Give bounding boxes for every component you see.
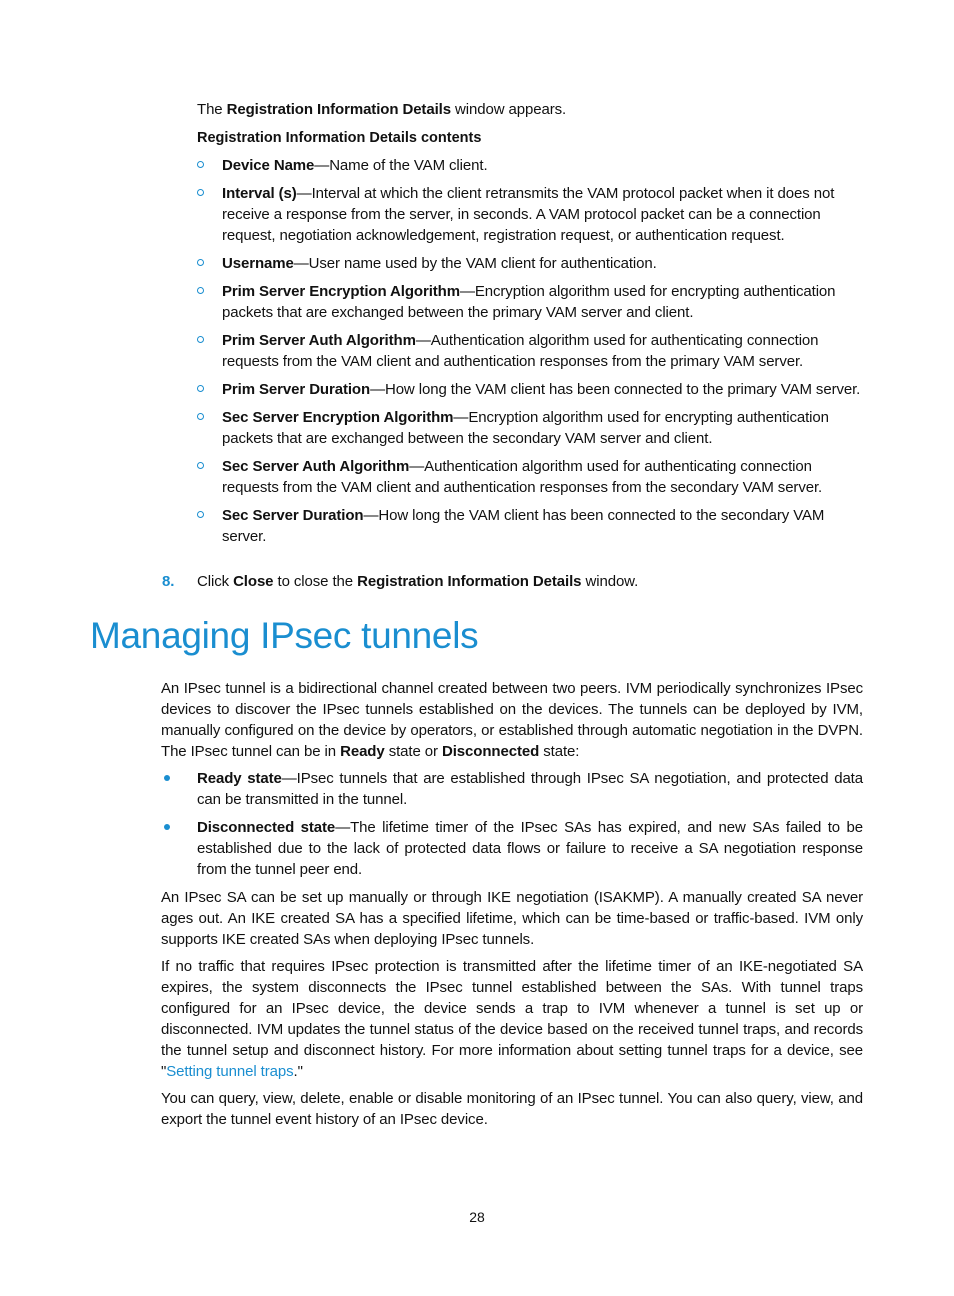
paragraph-traps: If no traffic that requires IPsec protection is transmitted after the lifetime timer of an IKE-negotiated SA expires, the system disconnects the IPsec tunnel established between the SAs. With tunnel traps configured for an IPsec device, the device sends a trap to IVM whenever a tunnel is set up or disconnected. IVM updates the tunnel status of the device based on the received tunnel traps, and records the tunnel setup and disconnect history. For more information about setting tunnel traps for a device, see "Setting tunnel traps." [161,958,863,1080]
field-list [197,155,863,554]
field-term: Sec Server Duration [222,507,364,524]
field-description: —Authentication algorithm used for authenticating connection requests from the VAM client and authentication responses from the secondary VAM server. [222,458,823,496]
paragraph-intro: An IPsec tunnel is a bidirectional channel created between two peers. IVM periodically synchronizes IPsec devices to discover the IPsec tunnels established on the devices. The tunnels can be deployed by IVM, manually configured on the device by operators, or established through automatic negotiation in the DVPN. The IPsec tunnel can be in Ready state or Disconnected state: [161,680,863,760]
section-heading: Managing IPsec tunnels [90,615,479,656]
step-text: Click Close to close the Registration Information Details window. [197,573,639,590]
field-term: Sec Server Encryption Algorithm [222,409,454,426]
intro-sentence: The Registration Information Details window appears. [197,101,567,118]
circle-bullet-icon [197,259,204,266]
circle-bullet-icon [197,161,204,168]
field-term: Device Name [222,157,315,174]
list-item [197,379,863,400]
list-item [161,817,863,880]
state-description: —The lifetime timer of the IPsec SAs has expired, and new SAs failed to be established due to the lack of protected data flows or failure to receive a SA negotiation response from the tunnel peer end. [197,819,863,878]
state-term: Disconnected state [197,819,336,836]
field-term: Prim Server Encryption Algorithm [222,283,460,300]
field-description: —How long the VAM client has been connected to the secondary VAM server. [222,507,825,545]
circle-bullet-icon [197,336,204,343]
circle-bullet-icon [197,287,204,294]
circle-bullet-icon [197,511,204,518]
contents-title: Registration Information Details contents [197,130,482,146]
list-item [197,456,863,498]
paragraph-operations: You can query, view, delete, enable or disable monitoring of an IPsec tunnel. You can also query, view, and export the tunnel event history of an IPsec device. [161,1090,863,1128]
bullet-icon [164,824,170,830]
list-item [197,505,863,547]
field-description: —Interval at which the client retransmits the VAM protocol packet when it does not receive a response from the server, in seconds. A VAM protocol packet can be a connection request, negotiation acknowledgement, registration request, or authentication request. [222,185,835,244]
list-item [197,330,863,372]
list-item [197,407,863,449]
state-term: Ready state [197,770,282,787]
state-description: —IPsec tunnels that are established through IPsec SA negotiation, and protected data can be transmitted in the tunnel. [197,770,863,808]
field-term: Username [222,255,294,272]
window-name: Registration Information Details [357,573,582,590]
list-item [197,183,863,246]
circle-bullet-icon [197,189,204,196]
field-term: Sec Server Auth Algorithm [222,458,410,475]
field-term: Prim Server Auth Algorithm [222,332,416,349]
list-item [197,281,863,323]
field-term: Interval (s) [222,185,297,202]
field-description: —How long the VAM client has been connected to the primary VAM server. [370,381,861,398]
field-description: —User name used by the VAM client for authentication. [293,255,657,272]
field-description: —Authentication algorithm used for authenticating connection requests from the VAM client and authentication responses from the primary VAM server. [222,332,819,370]
field-term: Prim Server Duration [222,381,371,398]
list-item [197,155,863,176]
list-item [161,768,863,810]
close-button-name: Close [233,573,274,590]
paragraph-sa: An IPsec SA can be set up manually or through IKE negotiation (ISAKMP). A manually created SA never ages out. An IKE created SA has a specified lifetime, which can be time-based or traffic-based. IVM only supports IKE created SAs when deploying IPsec tunnels. [161,889,863,948]
window-name: Registration Information Details [226,101,451,118]
field-description: —Encryption algorithm used for encrypting authentication packets that are exchanged between the primary VAM server and client. [222,283,836,321]
step-number: 8. [162,573,175,590]
section-body [161,678,863,1136]
bullet-icon [164,775,170,781]
setting-tunnel-traps-link[interactable]: Setting tunnel traps [166,1063,294,1080]
circle-bullet-icon [197,385,204,392]
state-list [161,768,863,880]
list-item [197,253,863,274]
field-description: —Encryption algorithm used for encrypting authentication packets that are exchanged between the secondary VAM server and client. [222,409,829,447]
field-description: —Name of the VAM client. [314,157,488,174]
circle-bullet-icon [197,413,204,420]
circle-bullet-icon [197,462,204,469]
page-number: 28 [469,1209,485,1225]
